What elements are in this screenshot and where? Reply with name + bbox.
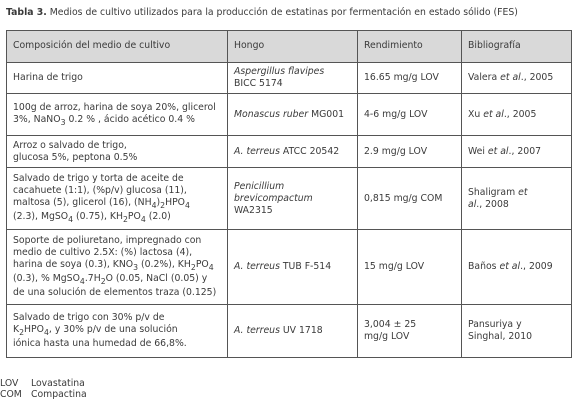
reference-cell: Pansuriya y Singhal, 2010: [462, 305, 572, 358]
culture-media-table: [6, 30, 572, 358]
reference-cell: Shaligram et al., 2008: [462, 168, 572, 230]
medium-cell: Harina de trigo: [7, 63, 228, 94]
yield-cell: 16.65 mg/g LOV: [358, 63, 462, 94]
yield-cell: 4-6 mg/g LOV: [358, 94, 462, 136]
medium-cell: Salvado de trigo con 30% p/v de $K_2HPO_4$, y 30% p/v de una solución iónica hasta una humedad de 66,8%.: [7, 305, 228, 358]
legend-text: Compactina: [30, 389, 87, 401]
legend-abbr: LOV: [0, 378, 19, 389]
yield-cell: 0,815 mg/g COM: [358, 168, 462, 230]
yield-cell: 15 mg/g LOV: [358, 230, 462, 305]
header-fungus: Hongo: [228, 31, 358, 63]
table-row: [7, 63, 572, 94]
fungus-cell: A. terreus TUB F-514: [228, 230, 358, 305]
header-row: [7, 31, 572, 63]
header-reference: Bibliografía: [462, 31, 572, 63]
table-row: [7, 136, 572, 168]
yield-cell: 3,004 ± 25 mg/g LOV: [358, 305, 462, 358]
fungus-cell: Aspergillus flavipes BICC 5174: [228, 63, 358, 94]
fungus-cell: A. terreus UV 1718: [228, 305, 358, 358]
medium-cell: 100g de arroz, harina de soya 20%, glicerol 3%, NaNO$_3$ 0.2 % , ácido acético 0.4 %: [7, 94, 228, 136]
legend-text: Lovastatina: [30, 378, 85, 389]
reference-cell: Xu et al., 2005: [462, 94, 572, 136]
medium-cell: Soporte de poliuretano, impregnado con medio de cultivo 2.5X: (%) lactosa (4), harina de soya (0.3), $KNO_3$ (0.2%), $KH_2PO_4$ (0.3), % $MgSO_4.7H_2O$ (0.05, NaCl (0.05) y de una solución de elementos traza (0.125): [7, 230, 228, 305]
legend-item: [0, 378, 87, 389]
table-row: [7, 305, 572, 358]
header-composition: Composición del medio de cultivo: [7, 31, 228, 63]
fungus-cell: Monascus ruber MG001: [228, 94, 358, 136]
medium-cell: Arroz o salvado de trigo, glucosa 5%, peptona 0.5%: [7, 136, 228, 168]
table-caption: [6, 7, 518, 19]
yield-cell: 2.9 mg/g LOV: [358, 136, 462, 168]
fungus-cell: A. terreus ATCC 20542: [228, 136, 358, 168]
caption-label: Tabla 3.: [6, 7, 47, 18]
table-row: [7, 230, 572, 305]
abbreviation-legend: [0, 378, 87, 400]
legend-abbr: COM: [0, 389, 22, 401]
caption-text: Medios de cultivo utilizados para la producción de estatinas por fermentación en estado sólido (FES): [49, 7, 518, 18]
fungus-cell: Penicillium brevicompactum WA2315: [228, 168, 358, 230]
reference-cell: Wei et al., 2007: [462, 136, 572, 168]
legend-item: [0, 389, 87, 400]
reference-cell: Valera et al., 2005: [462, 63, 572, 94]
medium-cell: Salvado de trigo y torta de aceite de cacahuete (1:1), (%p/v) glucosa (11), maltosa (5), glicerol (16), $(NH_4)_2HPO_4$ (2.3), MgSO$_4$ (0.75), $KH_2PO_4$ (2.0): [7, 168, 228, 230]
header-yield: Rendimiento: [358, 31, 462, 63]
table-row: [7, 94, 572, 136]
table-row: [7, 168, 572, 230]
reference-cell: Baños et al., 2009: [462, 230, 572, 305]
